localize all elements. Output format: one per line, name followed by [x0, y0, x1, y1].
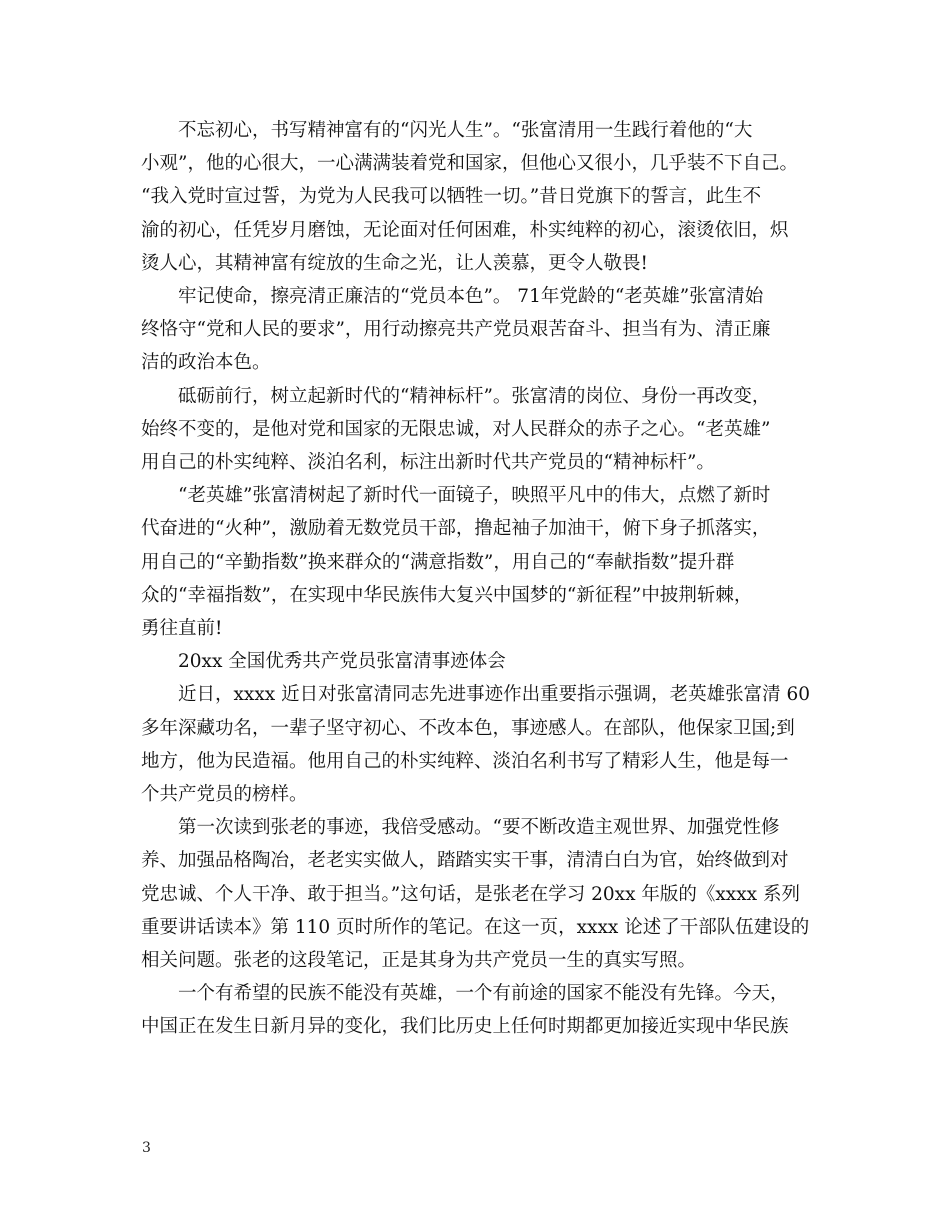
- text-line: 第一次读到张老的事迹，我倍受感动。“要不断改造主观世界、加强党性修: [178, 817, 780, 839]
- paragraph-7: [141, 977, 809, 1043]
- text-line: 勇往直前!: [141, 618, 223, 640]
- text-line: 洁的政治本色。: [141, 352, 271, 374]
- text-line: “老英雄”张富清树起了新时代一面镜子，映照平凡中的伟大，点燃了新时: [178, 485, 771, 507]
- body-text: [141, 114, 809, 1044]
- text-line: 烫人心，其精神富有绽放的生命之光，让人羡慕，更令人敬畏!: [141, 252, 648, 274]
- text-line: 养、加强品格陶冶，老老实实做人，踏踏实实干事，清清白白为官，始终做到对: [141, 850, 789, 872]
- page-number: 3: [142, 1140, 151, 1156]
- text-line: “我入党时宣过誓，为党为人民我可以牺牲一切。”昔日党旗下的誓言，此生不: [141, 186, 762, 208]
- paragraph-6: [141, 811, 809, 977]
- paragraph-2: [141, 280, 809, 380]
- text-line: 代奋进的“火种”，激励着无数党员干部，撸起袖子加油干，俯下身子抓落实，: [141, 518, 771, 540]
- paragraph-3: [141, 380, 809, 480]
- paragraph-1: [141, 114, 809, 280]
- text-line: 用自己的“辛勤指数”换来群众的“满意指数”，用自己的“奉献指数”提升群: [141, 551, 735, 573]
- text-line: 不忘初心，书写精神富有的“闪光人生”。“张富清用一生践行着他的“大: [178, 120, 753, 141]
- section-heading: [141, 645, 809, 678]
- text-line: 始终不变的，是他对党和国家的无限忠诚，对人民群众的赤子之心。“老英雄”: [141, 418, 771, 440]
- text-line: 中国正在发生日新月异的变化，我们比历史上任何时期都更加接近实现中华民族: [141, 1016, 789, 1038]
- text-line: 众的“幸福指数”，在实现中华民族伟大复兴中国梦的“新征程”中披荆斩棘，: [141, 584, 753, 606]
- paragraph-4: [141, 479, 809, 645]
- text-line: 渝的初心，任凭岁月磨蚀，无论面对任何困难，朴实纯粹的初心，滚烫依旧，炽: [141, 219, 789, 241]
- heading-line: 20xx 全国优秀共产党员张富清事迹体会: [178, 651, 506, 673]
- text-line: 用自己的朴实纯粹、淡泊名利，标注出新时代共产党员的“精神标杆”。: [141, 452, 715, 474]
- text-line: 多年深藏功名，一辈子坚守初心、不改本色，事迹感人。在部队，他保家卫国;到: [141, 717, 795, 739]
- text-line: 近日，xxxx 近日对张富清同志先进事迹作出重要指示强调，老英雄张富清 60: [178, 684, 811, 706]
- text-line: 砥砺前行，树立起新时代的“精神标杆”。张富清的岗位、身份一再改变，: [178, 385, 771, 407]
- text-line: 党忠诚、个人干净、敢于担当。”这句话，是张老在学习 20xx 年版的《xxxx 系列: [141, 883, 800, 905]
- text-line: 一个有希望的民族不能没有英雄，一个有前途的国家不能没有先锋。今天，: [178, 983, 789, 1005]
- text-line: 牢记使命，擦亮清正廉洁的“党员本色”。 71年党龄的“老英雄”张富清始: [178, 286, 764, 308]
- text-line: 相关问题。张老的这段笔记，正是其身为共产党员一生的真实写照。: [141, 950, 697, 972]
- paragraph-5: [141, 678, 809, 811]
- text-line: 地方，他为民造福。他用自己的朴实纯粹、淡泊名利书写了精彩人生，他是每一: [141, 750, 789, 772]
- text-line: 个共产党员的榜样。: [141, 784, 308, 806]
- text-line: 小观”，他的心很大，一心满满装着党和国家，但他心又很小，几乎装不下自己。: [141, 153, 798, 175]
- text-line: 重要讲话读本》第 110 页时所作的笔记。在这一页，xxxx 论述了干部队伍建设的: [141, 916, 810, 938]
- text-line: 终恪守“党和人民的要求”，用行动擦亮共产党员艰苦奋斗、担当有为、清正廉: [141, 319, 771, 341]
